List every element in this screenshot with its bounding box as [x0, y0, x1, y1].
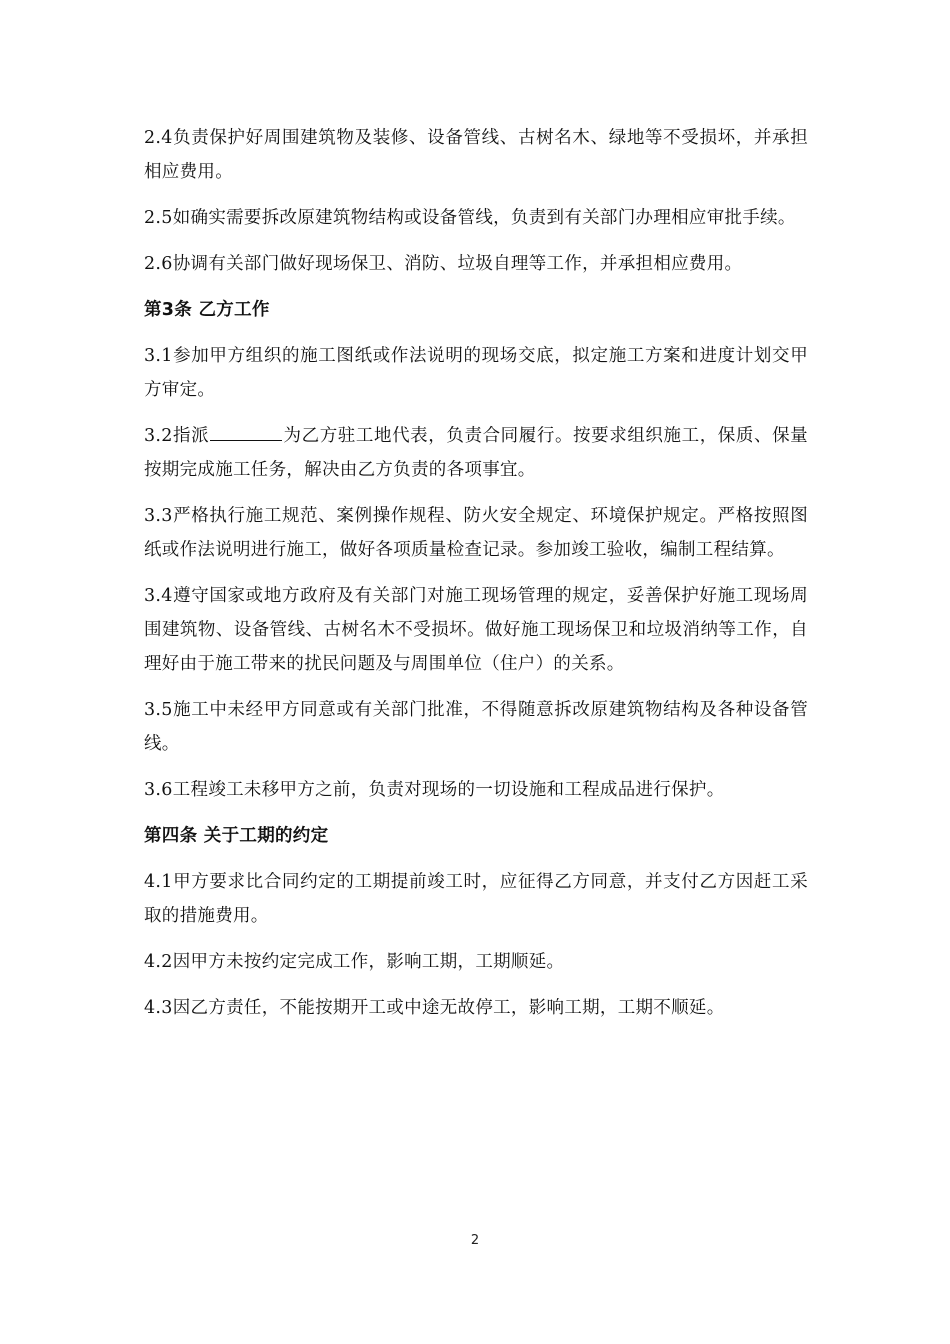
paragraph-3-5: 3.5施工中未经甲方同意或有关部门批准，不得随意拆改原建筑物结构及各种设备管线。 — [144, 700, 808, 754]
paragraph-3-1: 3.1参加甲方组织的施工图纸或作法说明的现场交底，拟定施工方案和进度计划交甲方审定。 — [144, 346, 808, 400]
representative-blank-line — [210, 422, 282, 441]
paragraph-3-3: 3.3严格执行施工规范、案例操作规程、防火安全规定、环境保护规定。严格按照图纸或作法说明进行施工，做好各项质量检查记录。参加竣工验收，编制工程结算。 — [144, 506, 808, 560]
paragraph-3-2 — [144, 419, 808, 487]
page-number: 2 — [470, 1233, 480, 1248]
paragraph-4-2: 4.2因甲方未按约定完成工作，影响工期，工期顺延。 — [144, 952, 565, 972]
paragraph-4-3: 4.3因乙方责任，不能按期开工或中途无故停工，影响工期，工期不顺延。 — [144, 998, 725, 1018]
section-heading-article-4: 第四条 关于工期的约定 — [144, 826, 329, 846]
paragraph-2-5: 2.5如确实需要拆改原建筑物结构或设备管线，负责到有关部门办理相应审批手续。 — [144, 208, 796, 228]
paragraph-2-4: 2.4负责保护好周围建筑物及装修、设备管线、古树名木、绿地等不受损坏，并承担相应费用。 — [144, 128, 808, 182]
document-body — [144, 121, 808, 1037]
paragraph-3-2-rest: 为乙方驻工地代表，负责合同履行。按要求组织施工，保质、保量按期完成施工任务，解决由乙方负责的各项事宜。 — [144, 426, 808, 480]
paragraph-3-4: 3.4遵守国家或地方政府及有关部门对施工现场管理的规定，妥善保护好施工现场周围建筑物、设备管线、古树名木不受损坏。做好施工现场保卫和垃圾消纳等工作，自理好由于施工带来的扰民问题及与周围单位（住户）的关系。 — [144, 586, 808, 674]
paragraph-3-2-start: 3.2指派 — [144, 426, 210, 446]
paragraph-3-6: 3.6工程竣工未移甲方之前，负责对现场的一切设施和工程成品进行保护。 — [144, 780, 725, 800]
paragraph-2-6: 2.6协调有关部门做好现场保卫、消防、垃圾自理等工作，并承担相应费用。 — [144, 254, 743, 274]
section-heading-article-3: 第3条 乙方工作 — [144, 300, 270, 320]
paragraph-4-1: 4.1甲方要求比合同约定的工期提前竣工时，应征得乙方同意，并支付乙方因赶工采取的措施费用。 — [144, 872, 808, 926]
